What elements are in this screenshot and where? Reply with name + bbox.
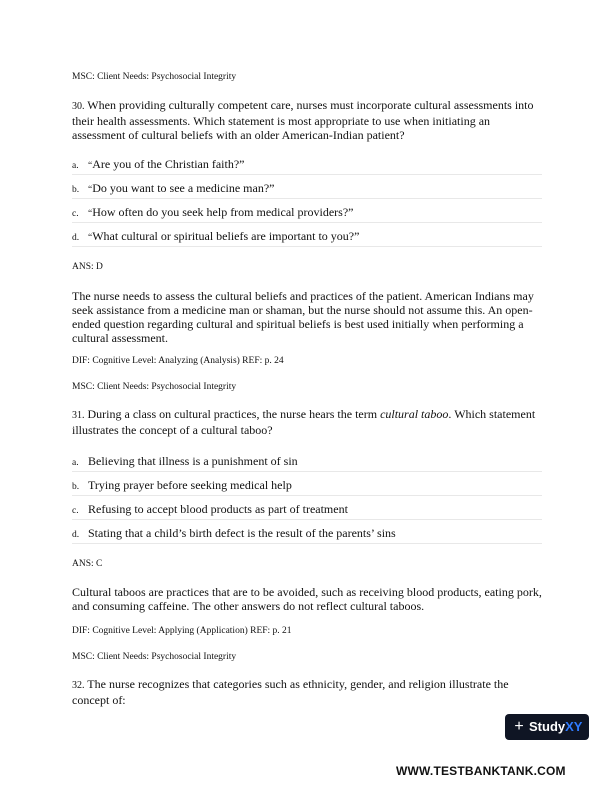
option-a bbox=[72, 154, 542, 175]
question-32-stem bbox=[72, 677, 542, 707]
option-text: Trying prayer before seeking medical help bbox=[88, 478, 292, 492]
brand-accent: XY bbox=[565, 719, 583, 734]
msc-line: MSC: Client Needs: Psychosocial Integrity bbox=[72, 382, 237, 392]
option-letter: b. bbox=[72, 482, 80, 492]
question-number: 30. bbox=[72, 101, 85, 112]
answer-line: ANS: C bbox=[72, 559, 103, 569]
question-text: The nurse recognizes that categories such as ethnicity, gender, and religion illustrate the concept of: bbox=[72, 677, 509, 707]
question-text: When providing culturally competent care, nurses must incorporate cultural assessments into their health assessments. Which statement is most appropriate to use when initiating an assessment of cultural beliefs with an older American-Indian patient? bbox=[72, 98, 534, 142]
option-b bbox=[72, 475, 542, 496]
footer-website: WWW.TESTBANKTANK.COM bbox=[396, 764, 566, 778]
option-text: Stating that a child’s birth defect is the result of the parents’ sins bbox=[88, 526, 396, 540]
option-letter: c. bbox=[72, 506, 79, 516]
question-30-stem bbox=[72, 98, 542, 142]
option-d bbox=[72, 226, 542, 247]
open-quote: “ bbox=[88, 185, 93, 195]
answer-line: ANS: D bbox=[72, 262, 103, 272]
option-text: Are you of the Christian faith?” bbox=[92, 157, 245, 171]
question-text-after: . Which statement illustrates the concept of a cultural taboo? bbox=[72, 407, 536, 437]
option-letter: c. bbox=[72, 209, 79, 219]
rationale: The nurse needs to assess the cultural beliefs and practices of the patient. American Indians may seek assistance from a medicine man or shaman, but the nurse should not assume this. An open-ended question regarding cultural and spiritual beliefs is best used initially when performing a cultural assessment. bbox=[72, 289, 534, 345]
question-31-stem bbox=[72, 407, 542, 437]
option-letter: d. bbox=[72, 530, 80, 540]
open-quote: “ bbox=[88, 209, 93, 219]
option-text: Do you want to see a medicine man?” bbox=[92, 181, 275, 195]
option-text: How often do you seek help from medical providers?” bbox=[92, 205, 354, 219]
open-quote: “ bbox=[88, 161, 93, 171]
option-text: Refusing to accept blood products as part of treatment bbox=[88, 502, 348, 516]
msc-line: MSC: Client Needs: Psychosocial Integrity bbox=[72, 72, 237, 82]
question-number: 32. bbox=[72, 680, 85, 691]
option-text: What cultural or spiritual beliefs are important to you?” bbox=[92, 229, 360, 243]
plus-icon: + bbox=[514, 718, 524, 735]
option-letter: a. bbox=[72, 458, 79, 468]
question-number: 31. bbox=[72, 410, 85, 421]
brand-text: Study bbox=[529, 719, 566, 734]
option-c bbox=[72, 202, 542, 223]
option-c bbox=[72, 499, 542, 520]
question-text: During a class on cultural practices, the nurse hears the term bbox=[87, 407, 381, 421]
option-letter: d. bbox=[72, 233, 80, 243]
dif-line: DIF: Cognitive Level: Applying (Application) REF: p. 21 bbox=[72, 626, 292, 636]
studyxy-badge bbox=[505, 714, 589, 740]
msc-line: MSC: Client Needs: Psychosocial Integrity bbox=[72, 652, 237, 662]
option-b bbox=[72, 178, 542, 199]
option-a bbox=[72, 451, 542, 472]
option-text: Believing that illness is a punishment of sin bbox=[88, 454, 298, 468]
dif-line: DIF: Cognitive Level: Analyzing (Analysis) REF: p. 24 bbox=[72, 356, 284, 366]
option-letter: b. bbox=[72, 185, 80, 195]
question-emphasis: cultural taboo bbox=[380, 407, 449, 421]
option-d bbox=[72, 523, 542, 544]
rationale: Cultural taboos are practices that are to be avoided, such as receiving blood products, eating pork, and consuming caffeine. The other answers do not reflect cultural taboos. bbox=[72, 585, 542, 613]
option-letter: a. bbox=[72, 161, 79, 171]
open-quote: “ bbox=[88, 233, 93, 243]
